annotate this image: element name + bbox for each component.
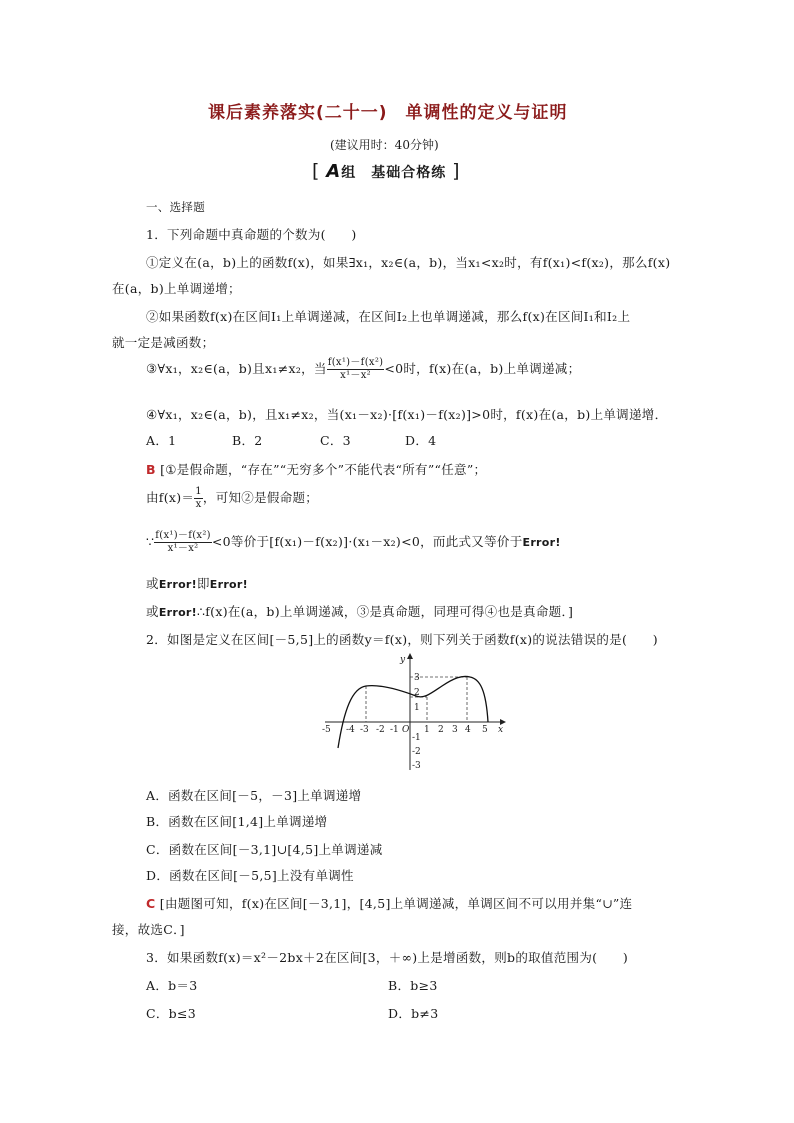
q2-solution-text-1: [由题图可知，f(x)在区间[－3,1]，[4,5]上单调递减，单调区间不可以用并集“∪”连	[159, 896, 633, 911]
x-tick-label: -5	[322, 725, 331, 735]
origin-label: O	[402, 725, 410, 735]
x-tick-label: -2	[376, 725, 385, 735]
x-tick-label: 3	[452, 725, 458, 735]
group-letter-logo: A	[326, 161, 342, 182]
q2-answer-letter: C	[146, 896, 156, 911]
x-tick-label: 4	[465, 725, 471, 735]
q3-stem: 3．如果函数f(x)＝x²－2bx＋2在区间[3，＋∞)上是增函数，则b的取值范围为( )	[146, 950, 629, 965]
q1-sol3-pre: ∵	[146, 534, 155, 549]
group-label: 组 基础合格练	[341, 165, 447, 181]
q2-solution-2: 接，故选C．]	[112, 922, 185, 937]
q1-sol3-numerator: f(x¹)－f(x²)	[155, 530, 211, 541]
q1-s3-fraction	[327, 357, 385, 382]
q1-sol2-fraction	[194, 486, 203, 511]
x-tick-label: 5	[482, 725, 488, 735]
y-axis-label: y	[400, 655, 406, 665]
q1-option-d: D．4	[405, 433, 437, 448]
q1-solution-4	[146, 574, 248, 592]
q1-solution-5	[146, 602, 573, 620]
bracket-left: [	[312, 160, 321, 182]
y-tick-label: 2	[414, 688, 420, 698]
q1-option-a: A．1	[146, 433, 177, 448]
q1-sol2-post: ，可知②是假命题；	[202, 490, 319, 505]
x-axis-label: x	[498, 725, 504, 735]
q1-sol3-denominator: x¹－x²	[167, 543, 199, 554]
q1-sol2-denominator: x	[195, 499, 202, 510]
y-tick-label: -1	[412, 733, 421, 743]
q1-statement-1a: ①定义在(a，b)上的函数f(x)，如果∃x₁，x₂∈(a，b)，当x₁<x₂时，有f(x₁)<f(x₂)，那么f(x)	[146, 255, 671, 270]
q1-solution-1	[146, 460, 486, 478]
x-tick-label: -4	[346, 725, 355, 735]
q2-option-a: A．函数在区间[－5，－3]上单调递增	[146, 788, 362, 803]
q1-s3-pre: ③∀x₁，x₂∈(a，b)且x₁≠x₂，当	[146, 361, 327, 376]
bracket-right: ]	[452, 160, 461, 182]
q1-s3-numerator: f(x¹)－f(x²)	[327, 357, 384, 368]
q2-option-d: D．函数在区间[－5,5]上没有单调性	[146, 868, 354, 883]
q1-answer-letter: B	[146, 462, 156, 477]
page-title: 课后素养落实(二十一) 单调性的定义与证明	[208, 103, 568, 123]
q1-sol2-numerator: 1	[195, 486, 202, 497]
section-heading: 一、选择题	[146, 200, 205, 214]
error-placeholder: Error!	[522, 536, 561, 549]
q1-sol4-mid: 即	[196, 576, 210, 591]
q1-sol2-pre: 由f(x)＝	[146, 490, 195, 505]
q2-stem: 2．如图是定义在区间[－5,5]上的函数y＝f(x)，则下列关于函数f(x)的说法错误的是( )	[146, 632, 658, 647]
q1-sol5-pre: 或	[146, 604, 159, 619]
q1-statement-3	[146, 357, 580, 382]
q1-statement-2b: 就一定是减函数；	[112, 335, 215, 350]
y-tick-label: -3	[412, 761, 421, 771]
q1-solution-2	[146, 486, 318, 511]
y-tick-label: 3	[414, 673, 420, 683]
y-tick-label: -2	[412, 747, 421, 757]
y-tick-label: 1	[414, 703, 420, 713]
q1-sol5-post: ∴f(x)在(a，b)上单调递减，③是真命题，同理可得④也是真命题．]	[196, 604, 574, 619]
q2-option-b: B．函数在区间[1,4]上单调递增	[146, 814, 328, 829]
q1-sol4-pre: 或	[146, 576, 159, 591]
q2-option-c: C．函数在区间[－3,1]∪[4,5]上单调递减	[146, 842, 383, 857]
q1-s3-denominator: x¹－x²	[340, 370, 371, 381]
q1-solution-text-1: [①是假命题，“存在”“无穷多个”不能代表“所有”“任意”；	[160, 462, 487, 477]
q1-statement-1b: 在(a，b)上单调递增；	[112, 281, 241, 296]
q1-option-c: C．3	[320, 433, 351, 448]
y-axis-arrow	[407, 653, 413, 659]
x-tick-label: 2	[438, 725, 444, 735]
q2-solution-1	[146, 894, 632, 912]
q1-statement-2a: ②如果函数f(x)在区间I₁上单调递减，在区间I₂上也单调递减，那么f(x)在区间I₁和I₂上	[146, 309, 631, 324]
q1-s3-post: <0时，f(x)在(a，b)上单调递减；	[384, 361, 581, 376]
x-tick-label: -1	[390, 725, 399, 735]
q1-sol3-fraction	[154, 530, 212, 555]
q3-option-c: C．b≤3	[146, 1006, 196, 1021]
q3-option-a: A．b＝3	[146, 978, 198, 993]
q3-option-b: B．b≥3	[388, 978, 438, 993]
q1-stem: 1．下列命题中真命题的个数为( )	[146, 227, 357, 242]
q1-option-b: B．2	[232, 433, 263, 448]
group-heading	[312, 160, 461, 182]
error-placeholder: Error!	[209, 578, 248, 591]
x-tick-label: -3	[360, 725, 369, 735]
q1-statement-4: ④∀x₁，x₂∈(a，b)，且x₁≠x₂，当(x₁－x₂)·[f(x₁)－f(x₂)]>0时，f(x)在(a，b)上单调递增．	[146, 407, 668, 422]
function-graph	[320, 650, 510, 775]
q1-sol3-post: <0等价于[f(x₁)－f(x₂)]·(x₁－x₂)<0，而此式又等价于	[211, 534, 523, 549]
suggested-time: (建议用时：40分钟)	[330, 138, 439, 152]
q3-option-d: D．b≠3	[388, 1006, 439, 1021]
q1-solution-3	[146, 530, 561, 555]
x-tick-label: 1	[424, 725, 430, 735]
error-placeholder: Error!	[158, 606, 197, 619]
error-placeholder: Error!	[158, 578, 197, 591]
